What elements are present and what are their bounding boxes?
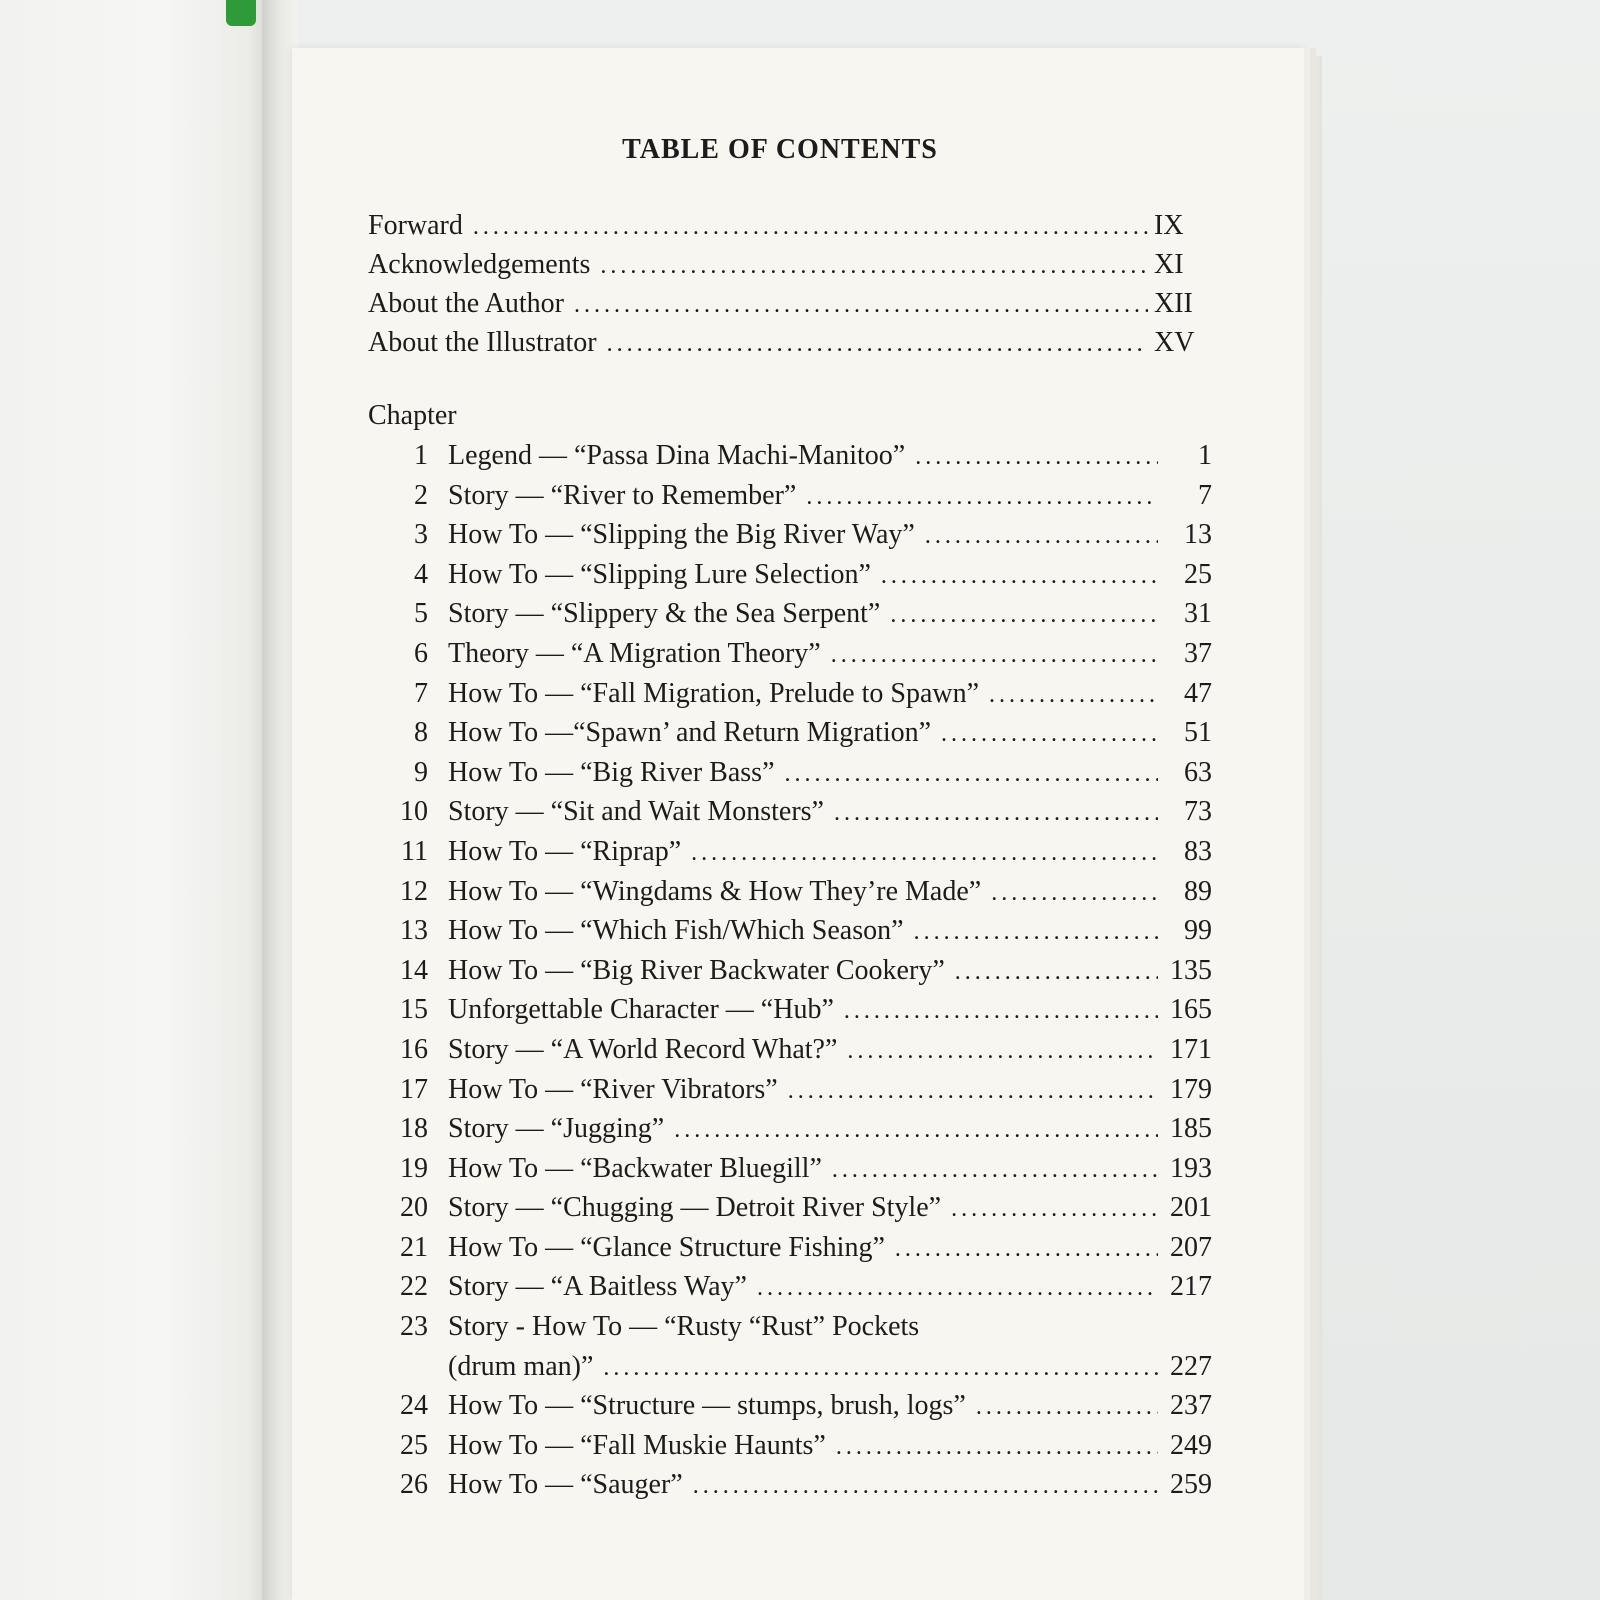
chapter-title: Story — “Slippery & the Sea Serpent” [448, 598, 881, 630]
dot-leader [955, 959, 1158, 986]
chapter-number: 16 [400, 1033, 428, 1065]
chapter-row [392, 717, 1212, 757]
chapter-row [392, 1074, 1212, 1114]
chapter-page: 135 [1170, 954, 1212, 986]
front-matter-label: Forward [368, 210, 463, 241]
chapter-number: 2 [414, 479, 428, 511]
chapter-number: 24 [400, 1390, 428, 1422]
dot-leader [831, 642, 1158, 669]
chapter-title: Story — “A Baitless Way” [448, 1271, 747, 1303]
chapter-row [392, 480, 1212, 520]
chapter-title: How To — “River Vibrators” [448, 1073, 778, 1105]
chapter-title: How To —“Spawn’ and Return Migration” [448, 717, 932, 749]
chapter-number: 9 [414, 756, 428, 788]
chapter-row [392, 440, 1212, 480]
front-matter-label: About the Illustrator [368, 327, 597, 358]
chapter-number: 10 [400, 796, 428, 828]
front-matter-label: About the Author [368, 288, 564, 319]
chapter-title: How To — “Slipping Lure Selection” [448, 558, 871, 590]
chapter-page: 249 [1170, 1429, 1212, 1461]
chapter-page: 13 [1184, 519, 1212, 551]
front-matter-page: XI [1154, 249, 1184, 280]
chapter-title: Unforgettable Character — “Hub” [448, 994, 834, 1026]
chapter-row-continuation [392, 1351, 1212, 1391]
chapter-list [392, 440, 1212, 1509]
chapter-number: 3 [414, 519, 428, 551]
chapter-page: 7 [1198, 479, 1212, 511]
chapter-number: 1 [414, 440, 428, 471]
chapter-page: 63 [1184, 756, 1212, 788]
chapter-title: Story — “River to Remember” [448, 479, 797, 511]
chapter-page: 201 [1170, 1192, 1212, 1224]
chapter-page: 207 [1170, 1231, 1212, 1263]
bookmark-ribbon [226, 0, 256, 26]
dot-leader [788, 1078, 1158, 1105]
front-matter-row [368, 210, 1198, 249]
chapter-number: 7 [414, 677, 428, 709]
dot-leader [914, 919, 1158, 946]
front-matter-page: IX [1154, 210, 1184, 241]
dot-leader [836, 1434, 1158, 1461]
dot-leader [890, 602, 1158, 629]
chapter-page: 51 [1184, 717, 1212, 749]
chapter-row [392, 1390, 1212, 1430]
dot-leader [607, 331, 1148, 358]
chapter-row [392, 994, 1212, 1034]
chapter-title: Story - How To — “Rusty “Rust” Pockets [448, 1311, 920, 1343]
chapter-number: 5 [414, 598, 428, 630]
front-matter-page: XII [1154, 288, 1193, 319]
dot-leader [832, 1157, 1158, 1184]
chapter-page: 237 [1170, 1390, 1212, 1422]
chapter-row [392, 1469, 1212, 1509]
front-matter-label: Acknowledgements [368, 249, 591, 280]
chapter-row [392, 1192, 1212, 1232]
dot-leader [915, 444, 1158, 471]
chapter-row [392, 796, 1212, 836]
chapter-title: Legend — “Passa Dina Machi-Manitoo” [448, 440, 906, 471]
front-matter-list [368, 210, 1198, 366]
chapter-title: How To — “Wingdams & How They’re Made” [448, 875, 982, 907]
chapter-page: 171 [1170, 1033, 1212, 1065]
chapter-title: How To — “Slipping the Big River Way” [448, 519, 915, 551]
chapter-title: Story — “Jugging” [448, 1113, 665, 1145]
dot-leader [693, 1473, 1158, 1500]
toc-content [292, 48, 1304, 1600]
chapter-title: Story — “Sit and Wait Monsters” [448, 796, 824, 828]
dot-leader [881, 563, 1158, 590]
page-edges [1304, 56, 1322, 1600]
dot-leader [941, 721, 1158, 748]
chapter-page: 1 [1198, 440, 1212, 471]
chapter-page: 83 [1184, 835, 1212, 867]
chapter-number: 15 [400, 994, 428, 1026]
chapter-page: 193 [1170, 1152, 1212, 1184]
chapter-page: 47 [1184, 677, 1212, 709]
dot-leader [574, 292, 1148, 319]
chapter-number: 17 [400, 1073, 428, 1105]
dot-leader [603, 1355, 1158, 1382]
chapter-row [392, 1430, 1212, 1470]
dot-leader [895, 1236, 1158, 1263]
chapter-page: 217 [1170, 1271, 1212, 1303]
chapter-row [392, 1153, 1212, 1193]
chapter-row [392, 1271, 1212, 1311]
chapter-page: 89 [1184, 875, 1212, 907]
dot-leader [473, 214, 1148, 241]
chapter-number: 20 [400, 1192, 428, 1224]
front-matter-row [368, 288, 1198, 327]
chapter-title: (drum man)” [448, 1350, 594, 1382]
chapter-title: How To — “Which Fish/Which Season” [448, 915, 904, 947]
chapter-page: 165 [1170, 994, 1212, 1026]
chapter-number: 4 [414, 558, 428, 590]
chapter-number: 21 [400, 1231, 428, 1263]
chapter-row [392, 598, 1212, 638]
dot-leader [844, 998, 1158, 1025]
dot-leader [834, 800, 1158, 827]
chapter-title: How To — “Big River Bass” [448, 756, 775, 788]
chapter-row [392, 638, 1212, 678]
chapter-number: 18 [400, 1113, 428, 1145]
chapter-page: 227 [1170, 1350, 1212, 1382]
chapter-page: 179 [1170, 1073, 1212, 1105]
chapter-title: How To — “Big River Backwater Cookery” [448, 954, 945, 986]
front-matter-page: XV [1154, 327, 1195, 358]
chapter-row [392, 915, 1212, 955]
chapter-page: 99 [1184, 915, 1212, 947]
page-title: TABLE OF CONTENTS [622, 134, 938, 165]
chapter-page: 31 [1184, 598, 1212, 630]
chapter-row [392, 876, 1212, 916]
front-matter-row [368, 327, 1198, 366]
chapter-title: How To — “Riprap” [448, 835, 682, 867]
chapter-row [392, 1232, 1212, 1272]
chapter-title: How To — “Fall Migration, Prelude to Spawn” [448, 677, 980, 709]
chapter-row [392, 1113, 1212, 1153]
chapter-page: 73 [1184, 796, 1212, 828]
chapter-row [392, 519, 1212, 559]
chapter-number: 26 [400, 1469, 428, 1501]
chapter-row [392, 559, 1212, 599]
chapter-title: How To — “Fall Muskie Haunts” [448, 1429, 826, 1461]
chapter-title: Story — “A World Record What?” [448, 1033, 838, 1065]
chapter-title: Story — “Chugging — Detroit River Style” [448, 1192, 942, 1224]
chapter-number: 8 [414, 717, 428, 749]
dot-leader [925, 523, 1158, 550]
dot-leader [976, 1394, 1158, 1421]
chapter-title: How To — “Sauger” [448, 1469, 683, 1501]
chapter-number: 12 [400, 875, 428, 907]
chapter-number: 13 [400, 915, 428, 947]
front-matter-row [368, 249, 1198, 288]
chapter-title: How To — “Glance Structure Fishing” [448, 1231, 885, 1263]
left-page [0, 0, 268, 1600]
dot-leader [847, 1038, 1158, 1065]
chapter-page: 259 [1170, 1469, 1212, 1501]
chapter-heading: Chapter [368, 400, 457, 431]
dot-leader [757, 1275, 1158, 1302]
chapter-page: 25 [1184, 558, 1212, 590]
chapter-number: 19 [400, 1152, 428, 1184]
dot-leader [991, 880, 1158, 907]
dot-leader [691, 840, 1158, 867]
chapter-row [392, 1034, 1212, 1074]
dot-leader [785, 761, 1159, 788]
chapter-number: 25 [400, 1429, 428, 1461]
chapter-page: 37 [1184, 637, 1212, 669]
chapter-number: 23 [400, 1311, 428, 1343]
dot-leader [951, 1196, 1158, 1223]
chapter-row [392, 757, 1212, 797]
chapter-title: Theory — “A Migration Theory” [448, 637, 821, 669]
chapter-number: 11 [401, 835, 428, 867]
chapter-page: 185 [1170, 1113, 1212, 1145]
dot-leader [989, 682, 1158, 709]
chapter-number: 6 [414, 637, 428, 669]
dot-leader [674, 1117, 1158, 1144]
chapter-title: How To — “Backwater Bluegill” [448, 1152, 822, 1184]
chapter-title: How To — “Structure — stumps, brush, logs” [448, 1390, 966, 1422]
dot-leader [600, 253, 1148, 280]
chapter-number: 14 [400, 954, 428, 986]
chapter-row [392, 1311, 1212, 1351]
chapter-row [392, 955, 1212, 995]
right-page [292, 48, 1304, 1600]
chapter-number: 22 [400, 1271, 428, 1303]
chapter-row [392, 678, 1212, 718]
dot-leader [806, 484, 1158, 511]
chapter-row [392, 836, 1212, 876]
